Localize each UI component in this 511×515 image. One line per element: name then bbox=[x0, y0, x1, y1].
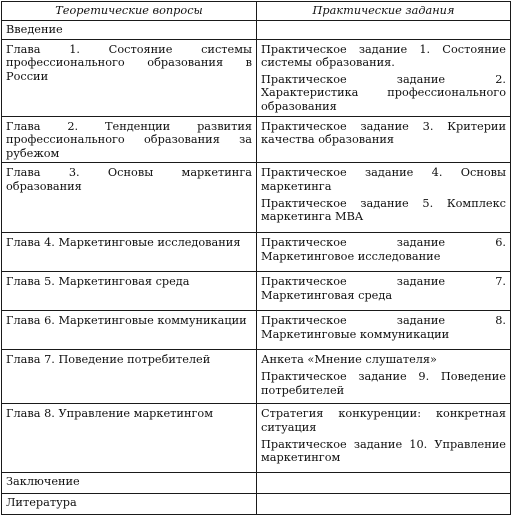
cell-chapter-6-tasks bbox=[257, 311, 511, 350]
table-header-row bbox=[2, 2, 511, 21]
chapter-6-title: Глава 6. Маркетинговые коммуникации bbox=[6, 314, 247, 328]
task-item: Практическое задание 7. Маркетинговая среда bbox=[261, 275, 506, 302]
table-row-literature bbox=[2, 494, 511, 515]
cell-chapter-8-tasks bbox=[257, 404, 511, 473]
task-item: Практическое задание 4. Основы маркетинга bbox=[261, 166, 506, 193]
task-item: Стратегия конкуренции: конкретная ситуация bbox=[261, 407, 506, 434]
cell-chapter-3 bbox=[2, 163, 257, 233]
task-item: Практическое задание 5. Комплекс маркетинга MBA bbox=[261, 196, 506, 224]
cell-introduction: Введение bbox=[2, 20, 257, 39]
chapter-1-title: Глава 1. Состояние системы профессионального образования в России bbox=[6, 42, 252, 83]
cell-literature: Литература bbox=[2, 494, 257, 515]
cell-conclusion: Заключение bbox=[2, 473, 257, 494]
task-item: Практическое задание 3. Критерии качества образования bbox=[261, 119, 506, 147]
cell-literature-tasks bbox=[257, 494, 511, 515]
chapter-8-title: Глава 8. Управление маркетингом bbox=[6, 407, 213, 421]
header-theory-questions: Теоретические вопросы bbox=[2, 2, 257, 21]
task-item: Практическое задание 9. Поведение потребителей bbox=[261, 369, 506, 397]
cell-chapter-1 bbox=[2, 39, 257, 116]
table-row-chapter-6 bbox=[2, 311, 511, 350]
cell-chapter-7-tasks bbox=[257, 350, 511, 404]
cell-chapter-2-tasks bbox=[257, 116, 511, 163]
task-item: Анкета «Мнение слушателя» bbox=[261, 353, 437, 367]
chapter-3-title: Глава 3. Основы маркетинга образования bbox=[6, 166, 252, 193]
task-item: Практическое задание 6. Маркетинговое исследование bbox=[261, 236, 506, 263]
cell-chapter-6 bbox=[2, 311, 257, 350]
table-row-chapter-4 bbox=[2, 233, 511, 272]
chapter-7-title: Глава 7. Поведение потребителей bbox=[6, 353, 211, 367]
cell-chapter-4-tasks bbox=[257, 233, 511, 272]
chapter-5-title: Глава 5. Маркетинговая среда bbox=[6, 275, 190, 289]
table-row-chapter-2 bbox=[2, 116, 511, 163]
cell-chapter-4 bbox=[2, 233, 257, 272]
header-practical-tasks: Практические задания bbox=[257, 2, 511, 21]
cell-chapter-8 bbox=[2, 404, 257, 473]
chapter-2-title: Глава 2. Тенденции развития профессионального образования за рубежом bbox=[6, 119, 252, 160]
table-row-chapter-1 bbox=[2, 39, 511, 116]
task-item: Практическое задание 2. Характеристика профессионального образования bbox=[261, 72, 506, 113]
table-row-introduction bbox=[2, 20, 511, 39]
curriculum-table bbox=[1, 1, 511, 515]
task-item: Практическое задание 1. Состояние системы образования. bbox=[261, 42, 506, 70]
table-row-chapter-3 bbox=[2, 163, 511, 233]
table-row-chapter-5 bbox=[2, 272, 511, 311]
cell-chapter-3-tasks bbox=[257, 163, 511, 233]
task-item: Практическое задание 8. Маркетинговые коммуникации bbox=[261, 314, 506, 341]
cell-chapter-7 bbox=[2, 350, 257, 404]
cell-chapter-1-tasks bbox=[257, 39, 511, 116]
cell-chapter-5-tasks bbox=[257, 272, 511, 311]
table-row-chapter-8 bbox=[2, 404, 511, 473]
task-item: Практическое задание 10. Управление маркетингом bbox=[261, 437, 506, 465]
curriculum-table-wrapper bbox=[1, 1, 510, 515]
table-row-chapter-7 bbox=[2, 350, 511, 404]
chapter-4-title: Глава 4. Маркетинговые исследования bbox=[6, 236, 241, 250]
cell-introduction-tasks bbox=[257, 20, 511, 39]
cell-chapter-5 bbox=[2, 272, 257, 311]
cell-chapter-2 bbox=[2, 116, 257, 163]
